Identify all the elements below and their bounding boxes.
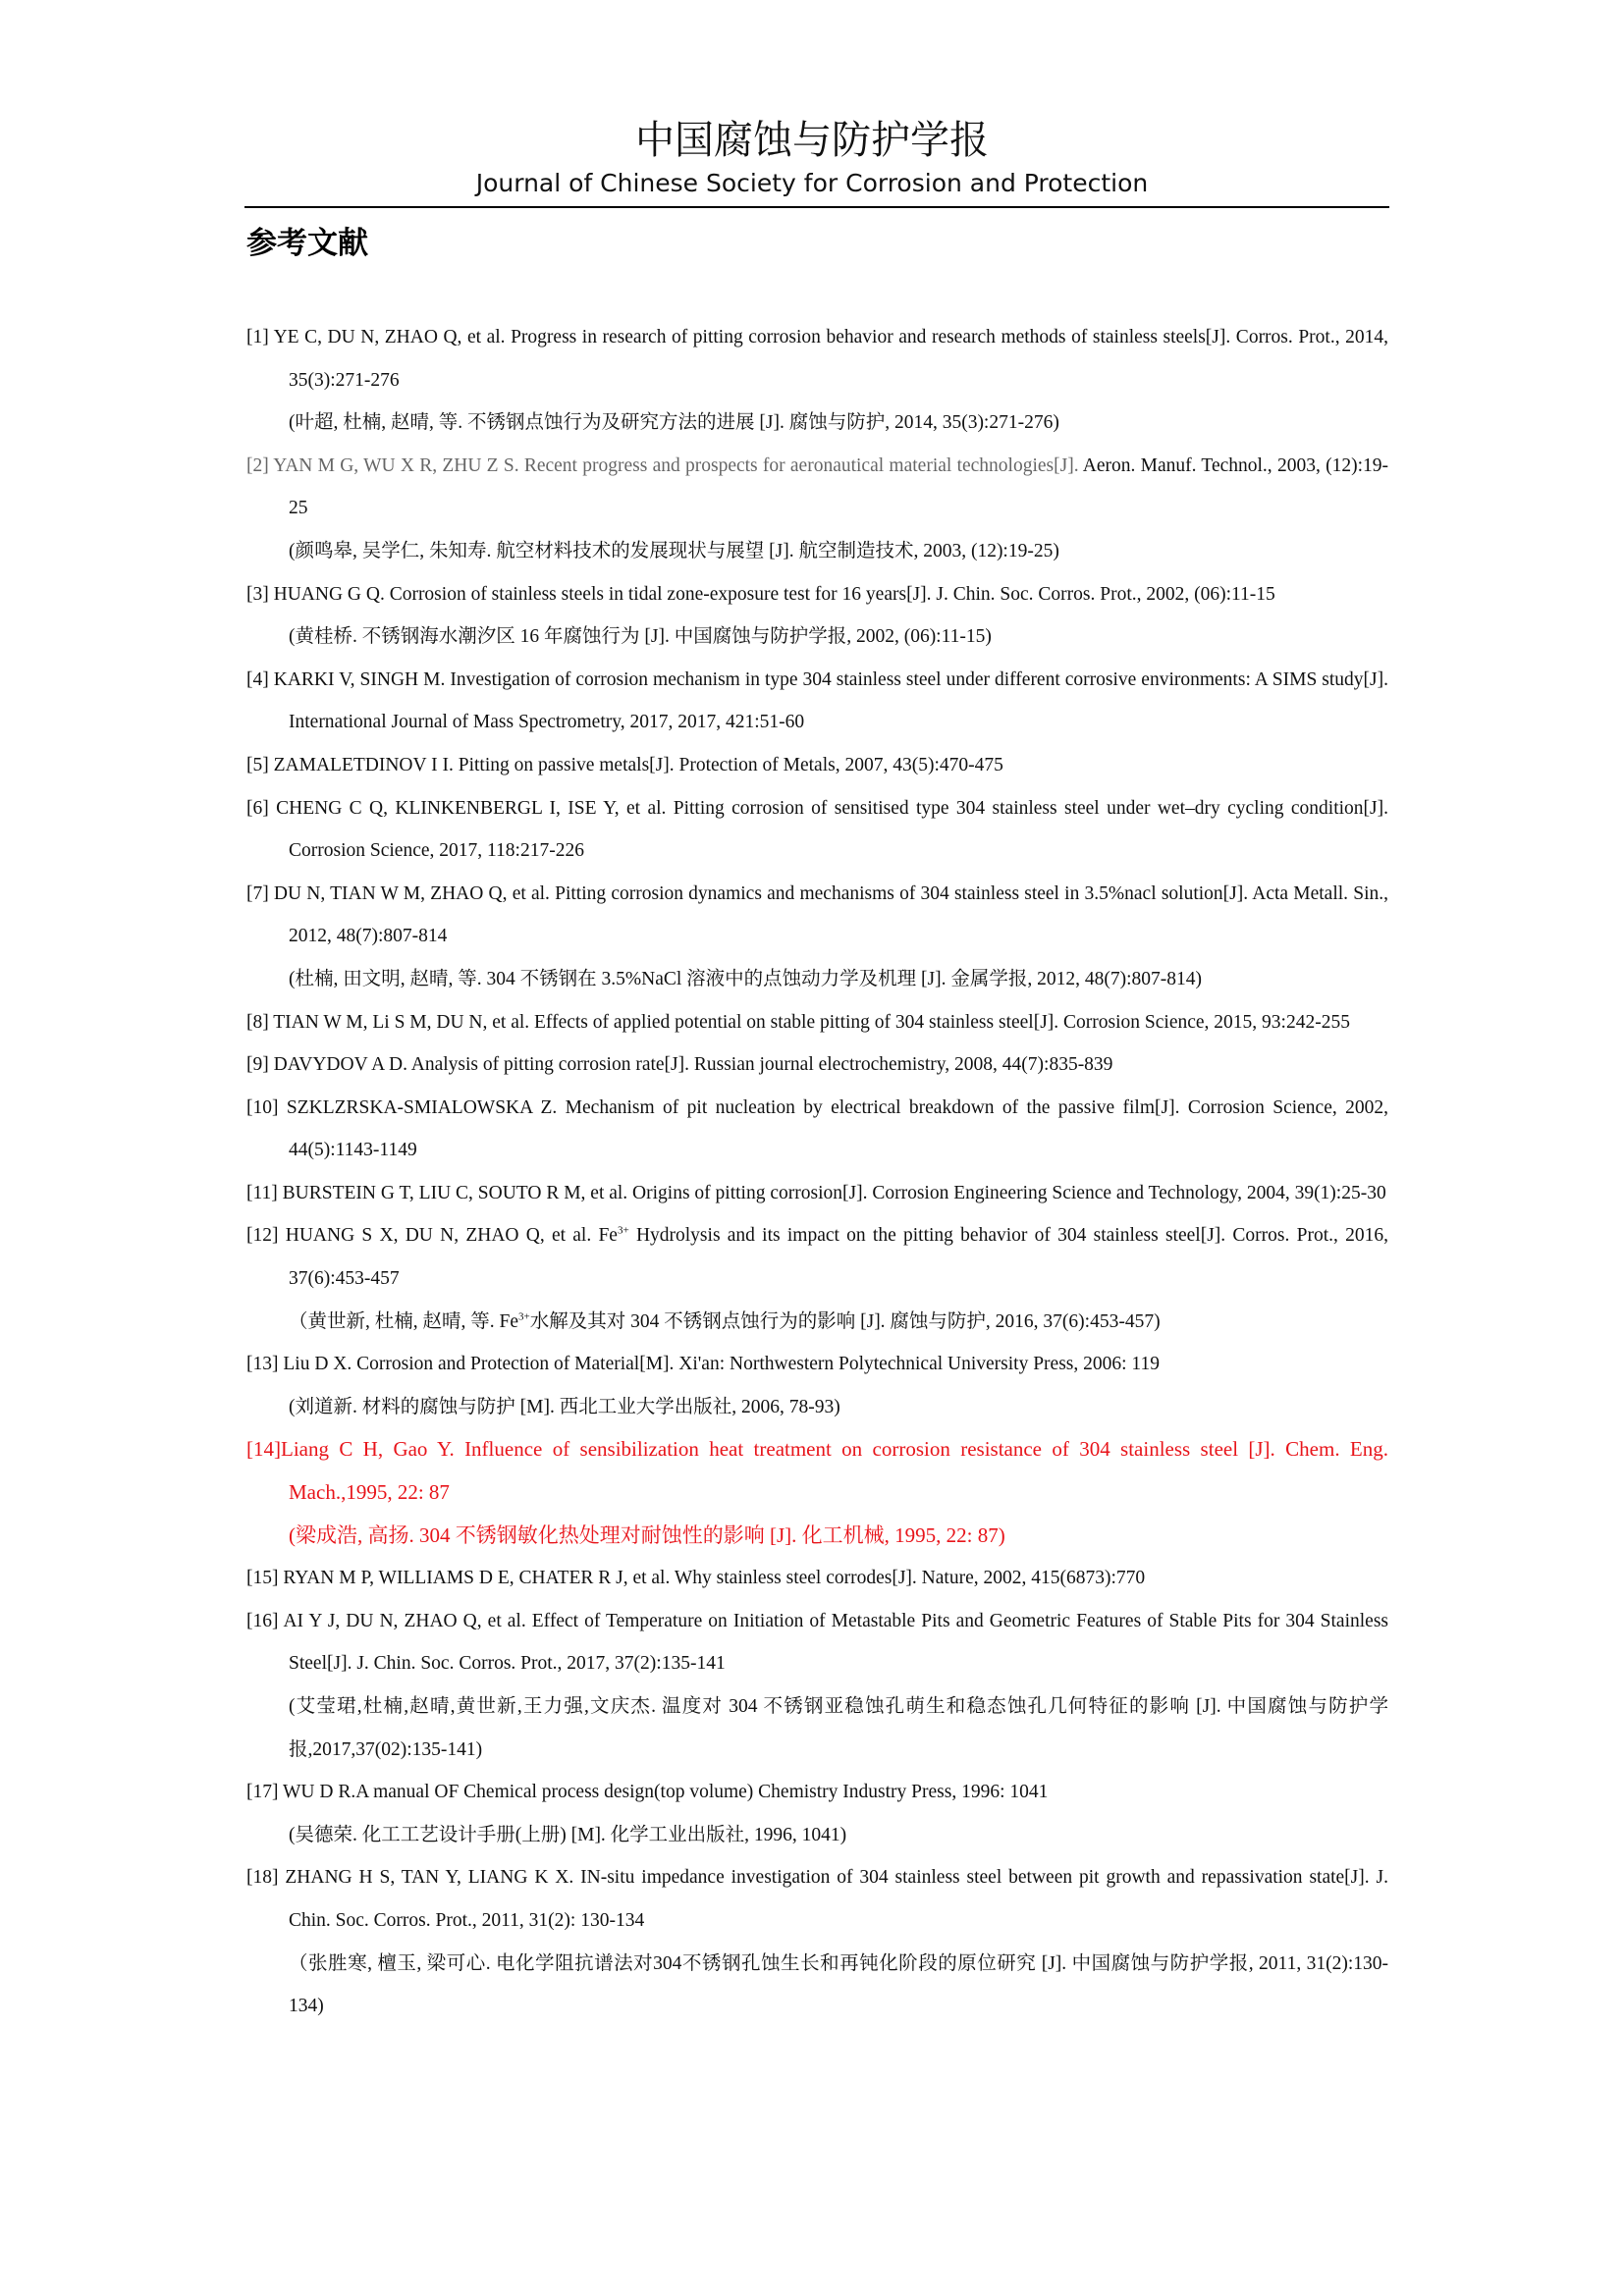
reference-6 xyxy=(246,787,1388,873)
journal-title-en: Journal of Chinese Society for Corrosion and Protection xyxy=(475,169,1149,197)
reference-3 xyxy=(246,573,1388,659)
reference-17 xyxy=(246,1771,1388,1856)
reference-12-zh-superscript: 3+ xyxy=(518,1310,530,1323)
reference-14 xyxy=(246,1428,1388,1557)
reference-9 xyxy=(246,1043,1388,1087)
reference-15 xyxy=(246,1557,1388,1600)
reference-18-en: [18] ZHANG H S, TAN Y, LIANG K X. IN-situ impedance investigation of 304 stainless steel between pit growth and repassivation state[J]. J. Chin. Soc. Corros. Prot., 2011, 31(2): 130-134 xyxy=(246,1867,1388,1931)
reference-18 xyxy=(246,1856,1388,2027)
reference-6-en: [6] CHENG C Q, KLINKENBERGL I, ISE Y, et al. Pitting corrosion of sensitised type 304 stainless steel under wet–dry cycling condition[J]. Corrosion Science, 2017, 118:217-226 xyxy=(246,797,1388,862)
reference-12-zh-b: 水解及其对 304 不锈钢点蚀行为的影响 [J]. 腐蚀与防护, 2016, 37(6):453-457) xyxy=(529,1310,1161,1332)
header-divider xyxy=(244,206,1389,208)
reference-17-zh: (吴德荣. 化工工艺设计手册(上册) [M]. 化学工业出版社, 1996, 1041) xyxy=(289,1824,847,1845)
reference-3-zh: (黄桂桥. 不锈钢海水潮汐区 16 年腐蚀行为 [J]. 中国腐蚀与防护学报, 2002, (06):11-15) xyxy=(289,626,992,648)
reference-12-zh xyxy=(289,1301,1388,1344)
reference-3-en: [3] HUANG G Q. Corrosion of stainless steels in tidal zone-exposure test for 16 years[J]. J. Chin. Soc. Corros. Prot., 2002, (06):11-15 xyxy=(246,583,1275,605)
reference-4-en: [4] KARKI V, SINGH M. Investigation of corrosion mechanism in type 304 stainless steel under different corrosive environments: A SIMS study[J]. International Journal of Mass Spectrometry, 2017, 2017, 421:51-60 xyxy=(246,668,1388,733)
reference-13 xyxy=(246,1343,1388,1428)
reference-14-zh: (梁成浩, 高扬. 304 不锈钢敏化热处理对耐蚀性的影响 [J]. 化工机械, 1995, 22: 87) xyxy=(289,1522,1005,1547)
reference-16-en: [16] AI Y J, DU N, ZHAO Q, et al. Effect of Temperature on Initiation of Metastable Pits and Geometric Features of Stable Pits for 304 Stainless Steel[J]. J. Chin. Soc. Corros. Prot., 2017, 37(2):135-141 xyxy=(246,1610,1388,1675)
reference-12-superscript: 3+ xyxy=(617,1224,629,1237)
reference-16 xyxy=(246,1600,1388,1771)
reference-12-en-a: [12] HUANG S X, DU N, ZHAO Q, et al. Fe xyxy=(246,1225,618,1247)
reference-2-zh: (颜鸣皋, 吴学仁, 朱知寿. 航空材料技术的发展现状与展望 [J]. 航空制造技术, 2003, (12):19-25) xyxy=(289,540,1059,561)
reference-2-en: Aeron. Manuf. Technol., 2003, (12):19-25 xyxy=(289,454,1388,519)
reference-13-en: [13] Liu D X. Corrosion and Protection of Material[M]. Xi'an: Northwestern Polytechnical University Press, 2006: 119 xyxy=(246,1354,1160,1375)
reference-2 xyxy=(246,445,1388,573)
reference-12 xyxy=(246,1214,1388,1343)
reference-7 xyxy=(246,873,1388,1001)
reference-4 xyxy=(246,659,1388,744)
reference-17-en: [17] WU D R.A manual OF Chemical process design(top volume) Chemistry Industry Press, 1996: 1041 xyxy=(246,1782,1049,1803)
reference-11 xyxy=(246,1172,1388,1215)
reference-10 xyxy=(246,1087,1388,1172)
reference-8-en: [8] TIAN W M, Li S M, DU N, et al. Effects of applied potential on stable pitting of 304 stainless steel[J]. Corrosion Science, 2015, 93:242-255 xyxy=(246,1011,1350,1033)
reference-8 xyxy=(246,1001,1388,1044)
journal-title-zh: 中国腐蚀与防护学报 xyxy=(635,118,989,163)
reference-7-zh: (杜楠, 田文明, 赵晴, 等. 304 不锈钢在 3.5%NaCl 溶液中的点蚀动力学及机理 [J]. 金属学报, 2012, 48(7):807-814) xyxy=(289,968,1202,989)
reference-14-en: [14]Liang C H, Gao Y. Influence of sensibilization heat treatment on corrosion resistance of 304 stainless steel [J]. Chem. Eng. Mach.,1995, 22: 87 xyxy=(246,1437,1388,1505)
reference-7-en: [7] DU N, TIAN W M, ZHAO Q, et al. Pitting corrosion dynamics and mechanisms of 304 stainless steel in 3.5%nacl solution[J]. Acta Metall. Sin., 2012, 48(7):807-814 xyxy=(246,882,1388,947)
reference-16-zh: (艾莹珺,杜楠,赵晴,黄世新,王力强,文庆杰. 温度对 304 不锈钢亚稳蚀孔萌生和稳态蚀孔几何特征的影响 [J]. 中国腐蚀与防护学报,2017,37(02):135-141) xyxy=(289,1696,1388,1760)
reference-18-zh: （张胜寒, 檀玉, 梁可心. 电化学阻抗谱法对304不锈钢孔蚀生长和再钝化阶段的原位研究 [J]. 中国腐蚀与防护学报, 2011, 31(2):130-134) xyxy=(289,1952,1388,2017)
reference-2-en-grey: [2] YAN M G, WU X R, ZHU Z S. Recent progress and prospects for aeronautical material technologies[J]. xyxy=(246,454,1079,476)
reference-11-en: [11] BURSTEIN G T, LIU C, SOUTO R M, et al. Origins of pitting corrosion[J]. Corrosion Engineering Science and Technology, 2004, 39(1):25-30 xyxy=(246,1182,1386,1203)
reference-1 xyxy=(246,316,1388,445)
reference-13-zh: (刘道新. 材料的腐蚀与防护 [M]. 西北工业大学出版社, 2006, 78-93) xyxy=(289,1396,840,1417)
reference-5-en: [5] ZAMALETDINOV I I. Pitting on passive metals[J]. Protection of Metals, 2007, 43(5):470-475 xyxy=(246,754,1003,775)
reference-15-en: [15] RYAN M P, WILLIAMS D E, CHATER R J, et al. Why stainless steel corrodes[J]. Nature, 2002, 415(6873):770 xyxy=(246,1568,1146,1589)
reference-12-zh-a: （黄世新, 杜楠, 赵晴, 等. Fe xyxy=(289,1310,519,1332)
reference-1-zh: (叶超, 杜楠, 赵晴, 等. 不锈钢点蚀行为及研究方法的进展 [J]. 腐蚀与防护, 2014, 35(3):271-276) xyxy=(289,412,1059,434)
section-title: 参考文献 xyxy=(246,226,368,261)
reference-list xyxy=(246,316,1388,2028)
reference-12-en-b: Hydrolysis and its impact on the pitting behavior of 304 stainless steel[J]. Corros. Prot., 2016, 37(6):453-457 xyxy=(289,1225,1388,1290)
reference-9-en: [9] DAVYDOV A D. Analysis of pitting corrosion rate[J]. Russian journal electrochemistry, 2008, 44(7):835-839 xyxy=(246,1054,1113,1076)
reference-5 xyxy=(246,744,1388,787)
reference-1-en: [1] YE C, DU N, ZHAO Q, et al. Progress in research of pitting corrosion behavior and research methods of stainless steels[J]. Corros. Prot., 2014, 35(3):271-276 xyxy=(246,327,1388,391)
reference-10-en: [10] SZKLZRSKA-SMIALOWSKA Z. Mechanism of pit nucleation by electrical breakdown of the passive film[J]. Corrosion Science, 2002, 44(5):1143-1149 xyxy=(246,1096,1388,1161)
